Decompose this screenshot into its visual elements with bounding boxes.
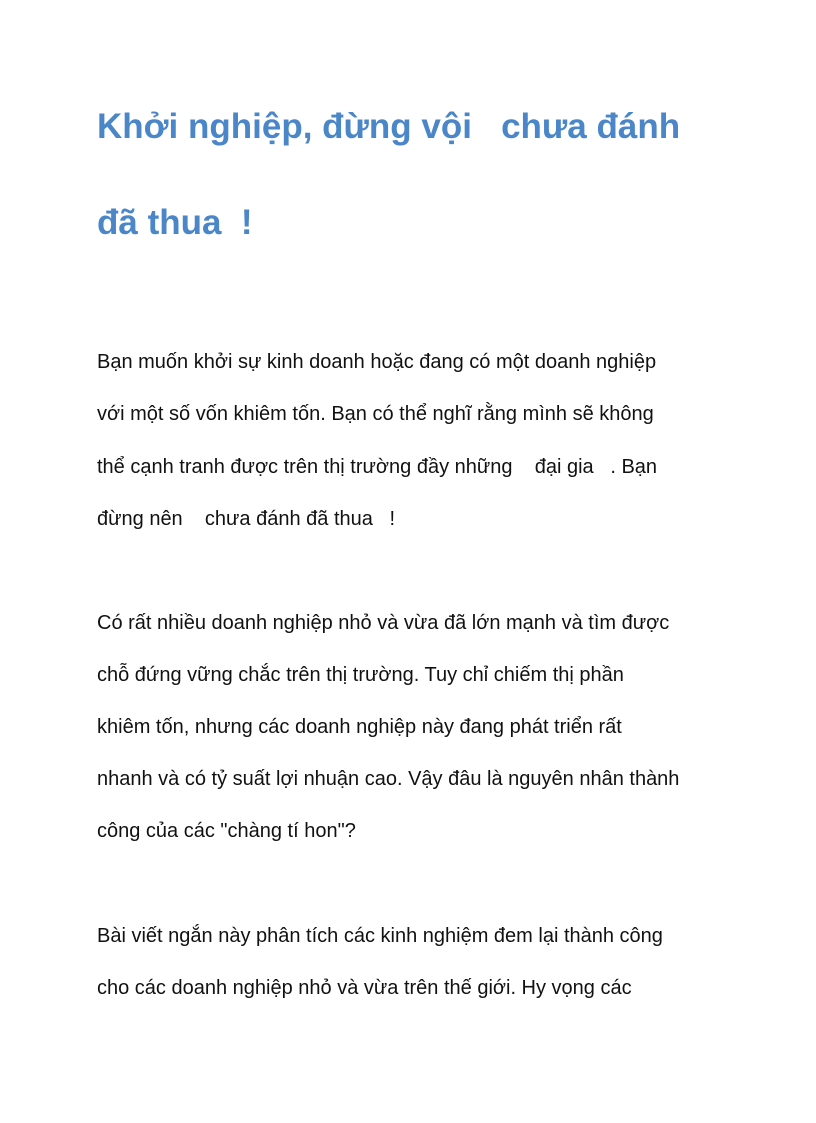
paragraph-line: Bài viết ngắn này phân tích các kinh nghiệm đem lại thành công xyxy=(97,925,663,947)
paragraph-line: Có rất nhiều doanh nghiệp nhỏ và vừa đã lớn mạnh và tìm được xyxy=(97,612,670,634)
paragraph-line: cho các doanh nghiệp nhỏ và vừa trên thế giới. Hy vọng các xyxy=(97,977,632,999)
document-title-line-1: Khởi nghiệp, đừng vội chưa đánh xyxy=(97,107,681,146)
paragraph-line: với một số vốn khiêm tốn. Bạn có thể nghĩ rằng mình sẽ không xyxy=(97,403,654,425)
paragraph-line: đừng nên chưa đánh đã thua ! xyxy=(97,508,396,530)
document-title-line-2: đã thua ! xyxy=(97,203,253,242)
paragraph-line: thể cạnh tranh được trên thị trường đầy những đại gia . Bạn xyxy=(97,456,658,478)
paragraph-line: khiêm tốn, nhưng các doanh nghiệp này đang phát triển rất xyxy=(97,716,622,738)
paragraph-line: Bạn muốn khởi sự kinh doanh hoặc đang có một doanh nghiệp xyxy=(97,351,657,373)
paragraph-line: nhanh và có tỷ suất lợi nhuận cao. Vậy đâu là nguyên nhân thành xyxy=(97,768,680,790)
paragraph-line: công của các "chàng tí hon"? xyxy=(97,820,356,842)
paragraph-line: chỗ đứng vững chắc trên thị trường. Tuy chỉ chiếm thị phần xyxy=(97,664,624,686)
